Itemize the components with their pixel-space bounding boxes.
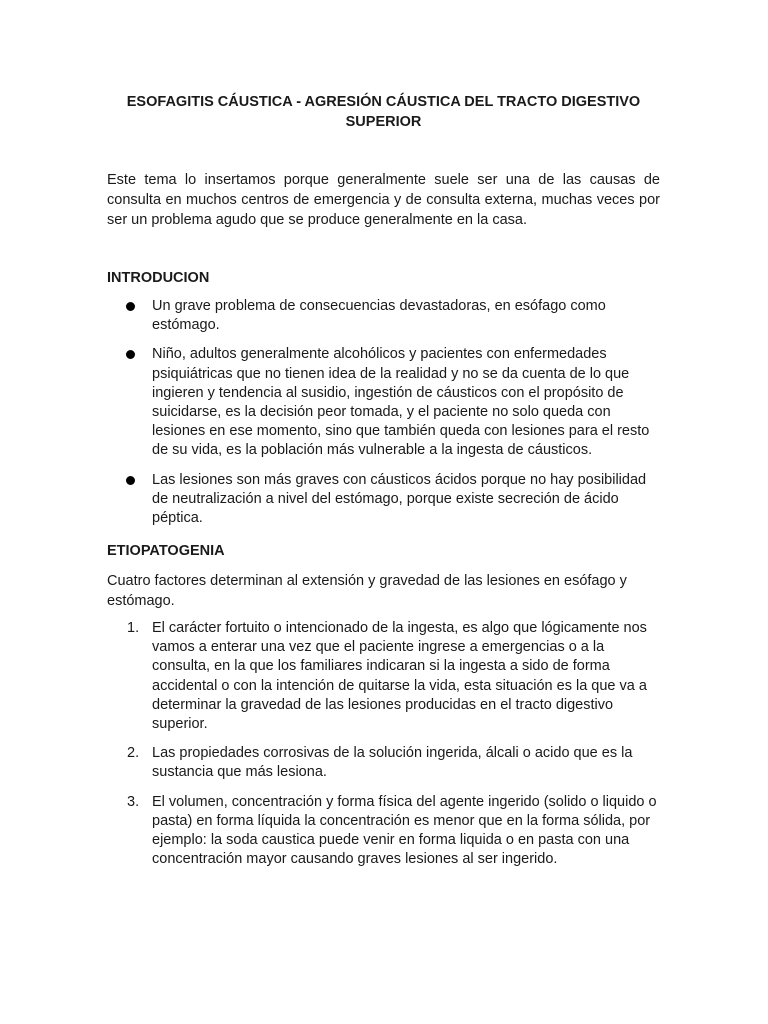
- list-item-number: 2.: [127, 745, 140, 762]
- list-item-text: El carácter fortuito o intencionado de la ingesta, es algo que lógicamente nos vamos a enterar una vez que el paciente ingrese a emergencias o a la consulta, en la que los familiares indicaran si la ingesta a sido de forma accidental o con la intención de quitarse la vida, esta situación es la que va a determinar la gravedad de las lesiones producidas en el tracto digestivo superior.: [152, 620, 647, 733]
- list-item-text: Un grave problema de consecuencias devastadoras, en esófago como estómago.: [152, 298, 606, 334]
- bullet-icon: [126, 350, 135, 359]
- list-item-text: Niño, adultos generalmente alcohólicos y pacientes con enfermedades psiquiátricas que no tienen idea de la realidad y no se da cuenta de lo que ingieren y tendencia al susidio, ingestión de cáusticos con el propósito de suicidarse, es la decisión peor tomada, y el paciente no solo queda con lesiones en ese momento, sino que también queda con lesiones para el resto de su vida, es la población más vulnerable a la ingesta de cáusticos.: [152, 346, 650, 459]
- section-heading-introduccion: INTRODUCION: [107, 270, 210, 286]
- list-item: [107, 619, 660, 734]
- introduccion-bullet-list: [107, 297, 660, 538]
- etiopatogenia-paragraph: Cuatro factores determinan al extensión y gravedad de las lesiones en esófago y estómago.: [107, 573, 627, 609]
- section-heading-etiopatogenia: ETIOPATOGENIA: [107, 543, 225, 559]
- list-item-text: El volumen, concentración y forma física del agente ingerido (solido o liquido o pasta) en forma líquida la concentración es menor que en la forma sólida, por ejemplo: la soda caustica puede venir en forma liquida o en pasta con una concentración mayor causando graves lesiones al ser ingerido.: [152, 793, 657, 868]
- list-item: [107, 297, 660, 335]
- intro-paragraph: Este tema lo insertamos porque generalmente suele ser una de las causas de consulta en muchos centros de emergencia y de consulta externa, muchas veces por ser un problema agudo que se produce generalmente en la casa.: [107, 172, 660, 228]
- etiopatogenia-numbered-list: [107, 619, 660, 879]
- list-item-number: 1.: [127, 620, 140, 636]
- bullet-icon: [126, 302, 135, 311]
- list-item: [107, 471, 660, 529]
- list-item-text: Las lesiones son más graves con cáusticos ácidos porque no hay posibilidad de neutralización a nivel del estómago, porque existe secreción de ácido péptica.: [152, 471, 647, 527]
- document-title: ESOFAGITIS CÁUSTICA - AGRESIÓN CÁUSTICA DEL TRACTO DIGESTIVO SUPERIOR: [126, 94, 641, 130]
- bullet-icon: [126, 476, 135, 485]
- list-item: [107, 793, 660, 870]
- list-item-text: Las propiedades corrosivas de la solución ingerida, álcali o acido que es la sustancia que más lesiona.: [152, 745, 633, 781]
- list-item-number: 3.: [127, 793, 140, 810]
- list-item: [107, 744, 660, 782]
- list-item: [107, 345, 660, 460]
